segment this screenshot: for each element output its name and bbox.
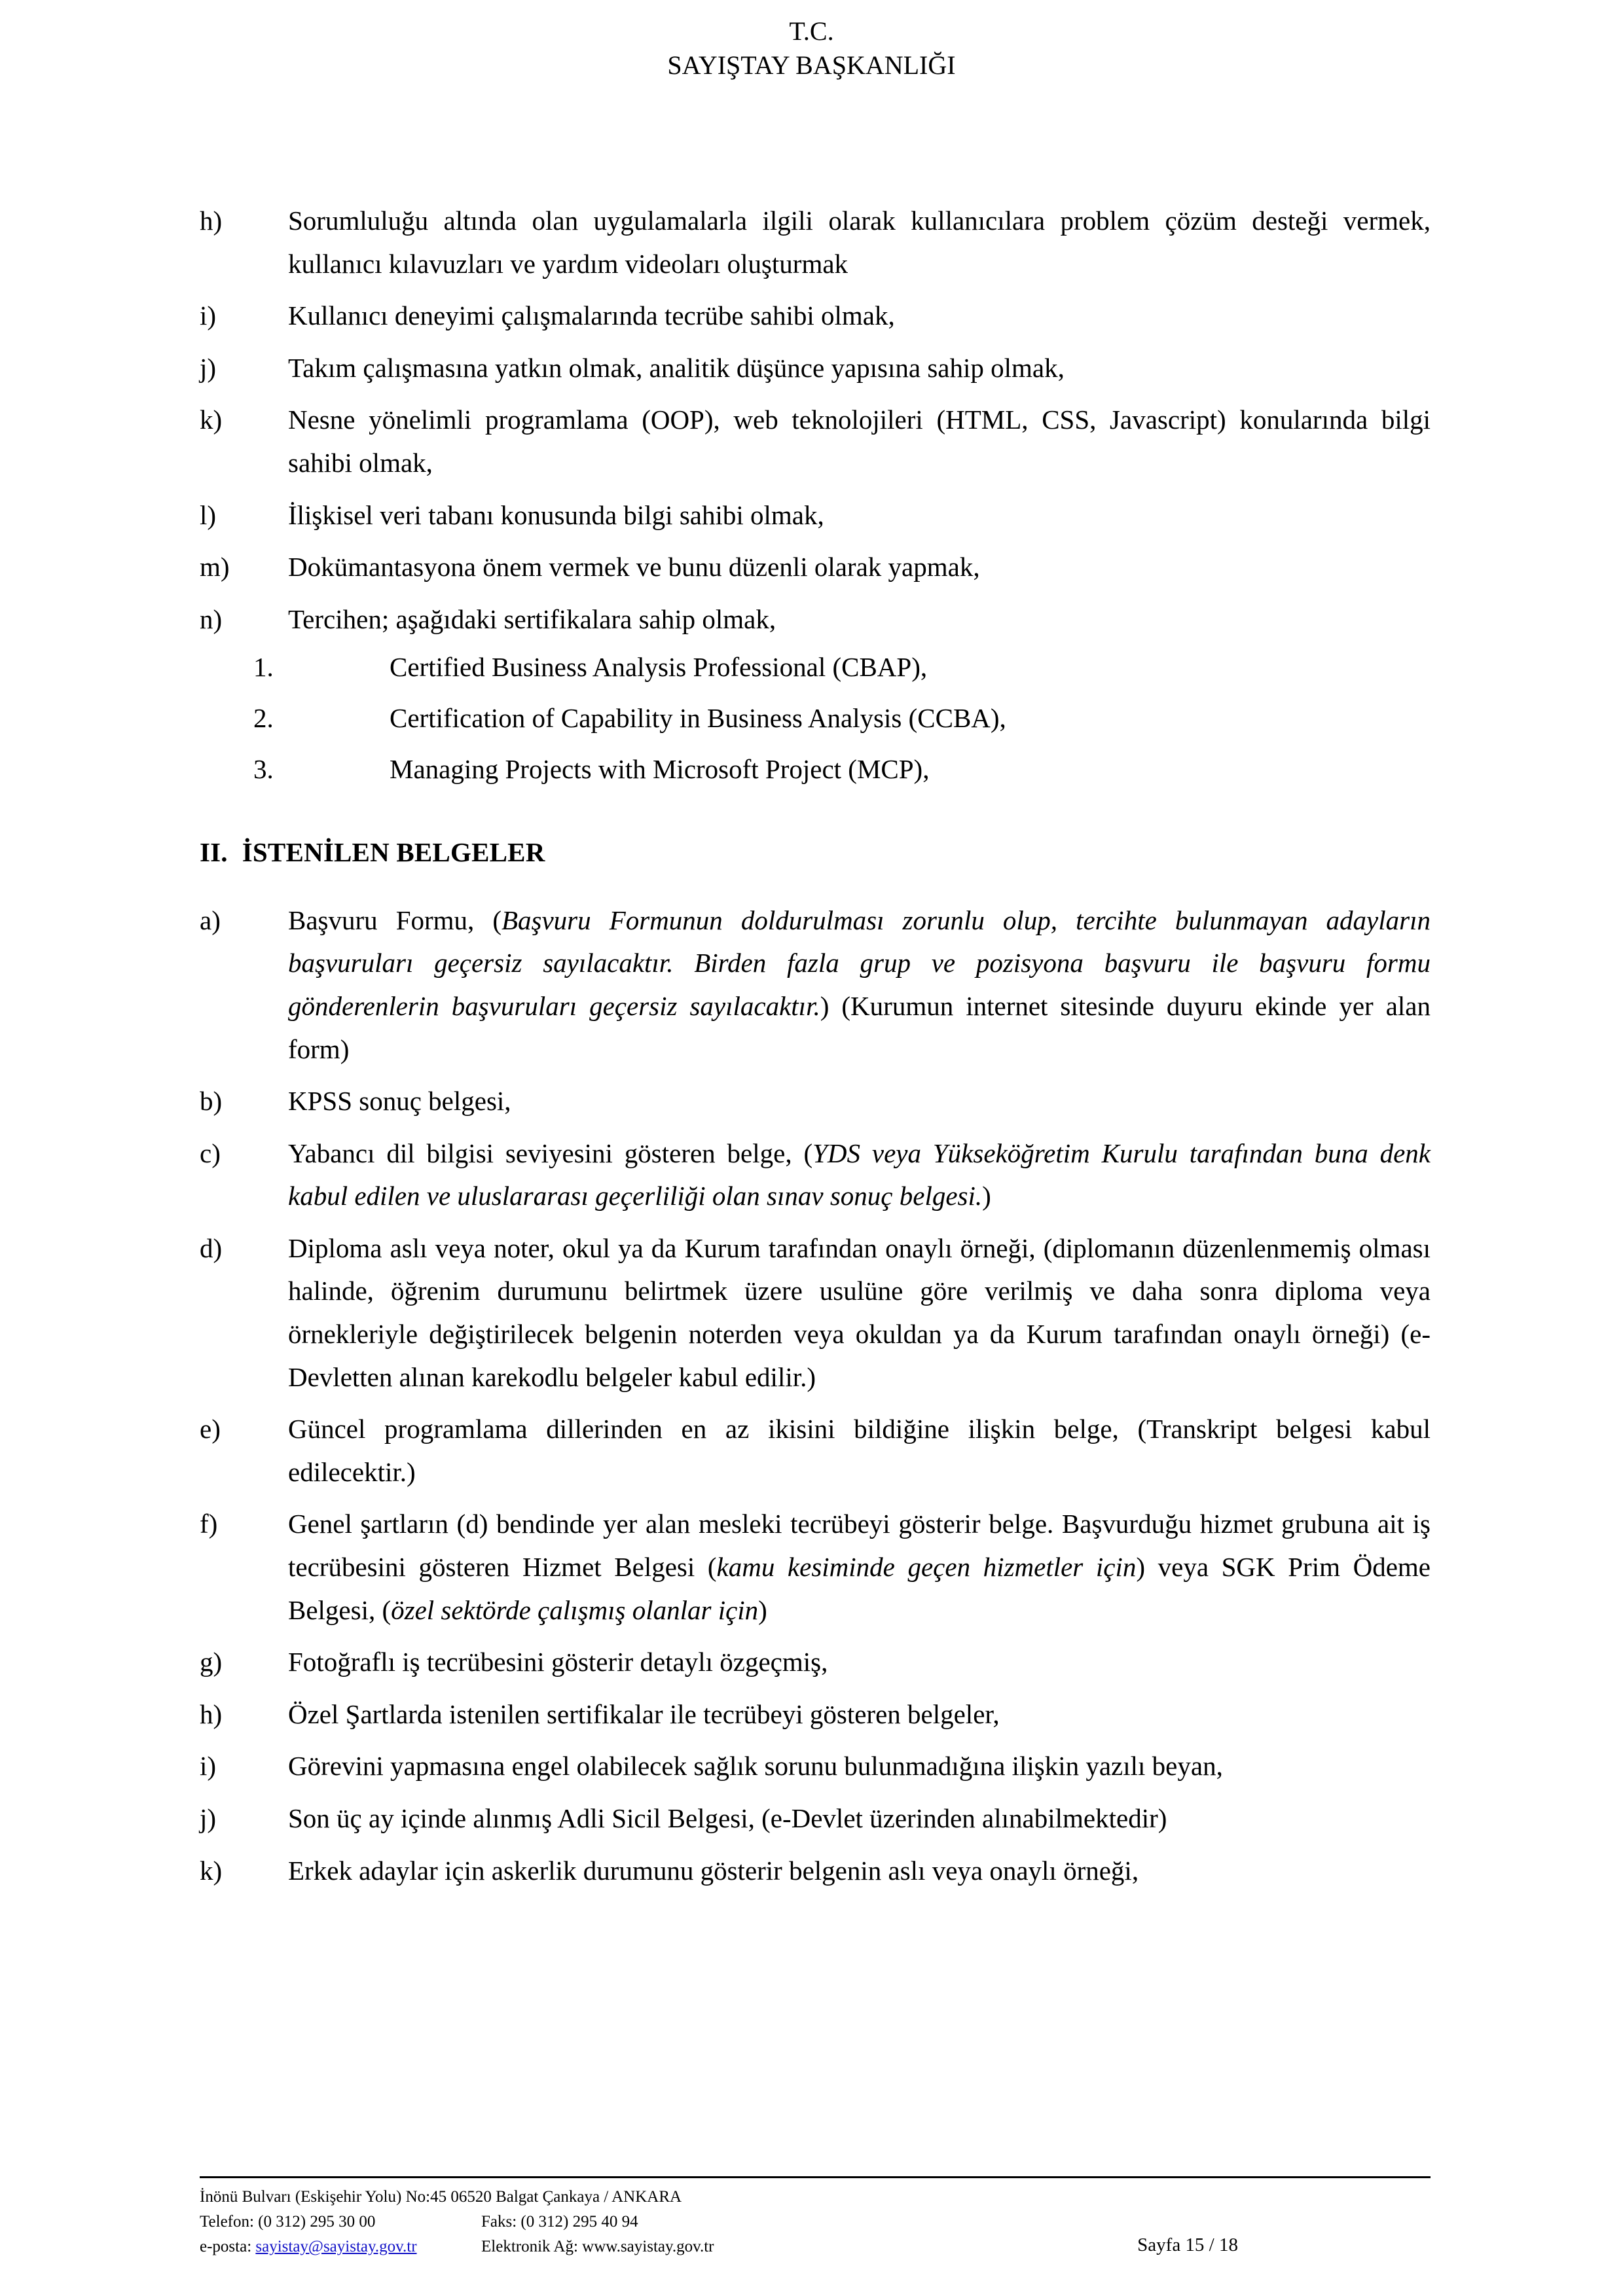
list-item-text: Managing Projects with Microsoft Project (MCP), bbox=[390, 753, 930, 784]
document-header bbox=[0, 0, 1623, 82]
list-marker: 1. bbox=[253, 652, 274, 683]
text-italic: Başvuru Formunun doldurulması zorunlu olup, tercihte bulunmayan adayların başvuruları geçersiz sayılacaktır. Birden fazla grup ve pozisyona başvuru ile başvuru formu gönderenlerin başvuruları geçersiz sayılacaktır. bbox=[288, 905, 1431, 1021]
footer-email bbox=[200, 2234, 481, 2259]
list-marker: m) bbox=[200, 552, 230, 583]
list-item bbox=[200, 546, 1431, 589]
section-number: II. bbox=[200, 837, 228, 868]
list-item bbox=[253, 697, 1431, 740]
list-item-text: Sorumluluğu altında olan uygulamalarla ilgili olarak kullanıcılara problem çözüm desteği vermek, kullanıcı kılavuzları ve yardım videoları oluşturmak bbox=[288, 206, 1431, 279]
list-marker: 3. bbox=[253, 753, 274, 784]
list-item-text: Kullanıcı deneyimi çalışmalarında tecrübe sahibi olmak, bbox=[288, 300, 895, 331]
qualifications-list bbox=[200, 200, 1431, 791]
list-item-text: Güncel programlama dillerinden en az ikisini bildiğine ilişkin belge, (Transkript belgesi kabul edilecektir.) bbox=[288, 1414, 1431, 1487]
section-title: İSTENİLEN BELGELER bbox=[242, 837, 545, 868]
list-marker: h) bbox=[200, 206, 223, 236]
list-marker: n) bbox=[200, 603, 223, 634]
footer-online-row bbox=[200, 2234, 1431, 2259]
list-item bbox=[200, 399, 1431, 484]
list-marker: f) bbox=[200, 1509, 218, 1539]
list-marker: a) bbox=[200, 905, 221, 935]
header-line-institution: SAYIŞTAY BAŞKANLIĞI bbox=[667, 50, 956, 80]
list-item bbox=[200, 598, 1431, 791]
footer-fax: Faks: (0 312) 295 40 94 bbox=[481, 2213, 638, 2231]
list-marker: k) bbox=[200, 404, 223, 435]
list-item-text bbox=[288, 899, 1431, 1071]
certificates-list bbox=[253, 646, 1431, 791]
list-item-text: Dokümantasyona önem vermek ve bunu düzenli olarak yapmak, bbox=[288, 552, 980, 583]
list-marker: k) bbox=[200, 1855, 223, 1886]
text-lead: Yabancı dil bilgisi seviyesini gösteren belge, ( bbox=[288, 1138, 813, 1168]
list-item-text: Son üç ay içinde alınmış Adli Sicil Belgesi, (e-Devlet üzerinden alınabilmektedir) bbox=[288, 1803, 1167, 1833]
list-marker: 2. bbox=[253, 702, 274, 733]
footer-address: İnönü Bulvarı (Eskişehir Yolu) No:45 06520 Balgat Çankaya / ANKARA bbox=[200, 2188, 682, 2206]
list-item-text: Certified Business Analysis Professional (CBAP), bbox=[390, 652, 928, 683]
text-lead: Başvuru Formu, ( bbox=[288, 905, 501, 935]
text-mid: ) veya SGK Prim Ödeme Belgesi, ( bbox=[288, 1552, 1431, 1625]
page-number: Sayfa 15 / 18 bbox=[1137, 2234, 1238, 2255]
footer-divider bbox=[200, 2176, 1431, 2178]
list-item bbox=[200, 899, 1431, 1071]
list-marker: i) bbox=[200, 300, 217, 331]
list-item-text: Nesne yönelimli programlama (OOP), web teknolojileri (HTML, CSS, Javascript) konularında bilgi sahibi olmak, bbox=[288, 404, 1431, 478]
list-marker: j) bbox=[200, 352, 217, 383]
list-item-text: Fotoğraflı iş tecrübesini gösterir detaylı özgeçmiş, bbox=[288, 1647, 828, 1677]
list-item bbox=[200, 1227, 1431, 1399]
list-item-text: Erkek adaylar için askerlik durumunu gösterir belgenin aslı veya onaylı örneği, bbox=[288, 1855, 1139, 1886]
document-content bbox=[200, 200, 1431, 1901]
list-item bbox=[200, 1641, 1431, 1684]
list-marker: l) bbox=[200, 499, 217, 530]
list-item-text: Görevini yapmasına engel olabilecek sağlık sorunu bulunmadığına ilişkin yazılı beyan, bbox=[288, 1751, 1223, 1782]
footer-contact-row bbox=[200, 2210, 1431, 2234]
list-item bbox=[253, 748, 1431, 791]
text-tail: ) bbox=[758, 1594, 767, 1625]
section-heading bbox=[200, 831, 1431, 874]
list-item bbox=[200, 1080, 1431, 1123]
list-item-text: İlişkisel veri tabanı konusunda bilgi sahibi olmak, bbox=[288, 499, 824, 530]
footer-phone: Telefon: (0 312) 295 30 00 bbox=[200, 2213, 376, 2231]
list-item-text bbox=[288, 1503, 1431, 1632]
list-item bbox=[200, 494, 1431, 537]
list-marker: c) bbox=[200, 1138, 221, 1168]
footer-website: Elektronik Ağ: www.sayistay.gov.tr bbox=[481, 2238, 714, 2255]
list-item-text: KPSS sonuç belgesi, bbox=[288, 1086, 511, 1117]
list-item bbox=[200, 1132, 1431, 1218]
list-item-text: Diploma aslı veya noter, okul ya da Kurum tarafından onaylı örneği, (diplomanın düzenlenmemiş olması halinde, öğrenim durumunu belirtmek üzere usulüne göre verilmiş ve daha sonra diploma veya örnekleriyle değiştirilecek belgenin noterden veya okuldan ya da Kurum tarafından onaylı örneği) (e-Devletten alınan karekodlu belgeler kabul edilir.) bbox=[288, 1232, 1431, 1392]
list-item bbox=[200, 200, 1431, 285]
footer-email-label: e-posta: bbox=[200, 2238, 252, 2255]
list-item bbox=[200, 1745, 1431, 1788]
list-marker: e) bbox=[200, 1414, 221, 1444]
list-item bbox=[200, 1850, 1431, 1893]
text-lead: Genel şartların (d) bendinde yer alan mesleki tecrübeyi gösterir belge. Başvurduğu hizmet grubuna ait iş tecrübesini gösteren Hizmet Belgesi ( bbox=[288, 1509, 1431, 1583]
documents-list bbox=[200, 899, 1431, 1892]
list-item bbox=[200, 1503, 1431, 1632]
text-italic-1: kamu kesiminde geçen hizmetler için bbox=[716, 1552, 1137, 1583]
header-line-tc: T.C. bbox=[789, 16, 834, 46]
list-marker: g) bbox=[200, 1647, 223, 1677]
list-marker: i) bbox=[200, 1751, 217, 1782]
list-item-text bbox=[288, 1132, 1431, 1218]
list-item bbox=[200, 347, 1431, 390]
list-marker: d) bbox=[200, 1232, 223, 1263]
list-marker: j) bbox=[200, 1803, 217, 1833]
list-item bbox=[200, 1408, 1431, 1494]
list-item bbox=[253, 646, 1431, 689]
list-marker: b) bbox=[200, 1086, 223, 1117]
list-item-text: Özel Şartlarda istenilen sertifikalar ile tecrübeyi gösteren belgeler, bbox=[288, 1698, 1000, 1729]
list-item bbox=[200, 295, 1431, 338]
footer-body bbox=[200, 2185, 1431, 2259]
list-item bbox=[200, 1797, 1431, 1840]
text-tail: ) bbox=[982, 1181, 991, 1211]
list-marker: h) bbox=[200, 1698, 223, 1729]
list-item bbox=[200, 1693, 1431, 1736]
list-item-text: Tercihen; aşağıdaki sertifikalara sahip olmak, bbox=[288, 603, 776, 634]
page-footer bbox=[200, 2176, 1431, 2259]
text-italic: YDS veya Yükseköğretim Kurulu tarafından buna denk kabul edilen ve uluslararası geçerliliği olan sınav sonuç belgesi. bbox=[288, 1138, 1431, 1211]
text-tail: ) (Kurumun internet sitesinde duyuru ekinde yer alan form) bbox=[288, 990, 1431, 1064]
list-item-text: Certification of Capability in Business Analysis (CCBA), bbox=[390, 702, 1006, 733]
list-item-text: Takım çalışmasına yatkın olmak, analitik düşünce yapısına sahip olmak, bbox=[288, 352, 1065, 383]
text-italic-2: özel sektörde çalışmış olanlar için bbox=[391, 1594, 759, 1625]
footer-email-link[interactable]: sayistay@sayistay.gov.tr bbox=[255, 2238, 417, 2255]
